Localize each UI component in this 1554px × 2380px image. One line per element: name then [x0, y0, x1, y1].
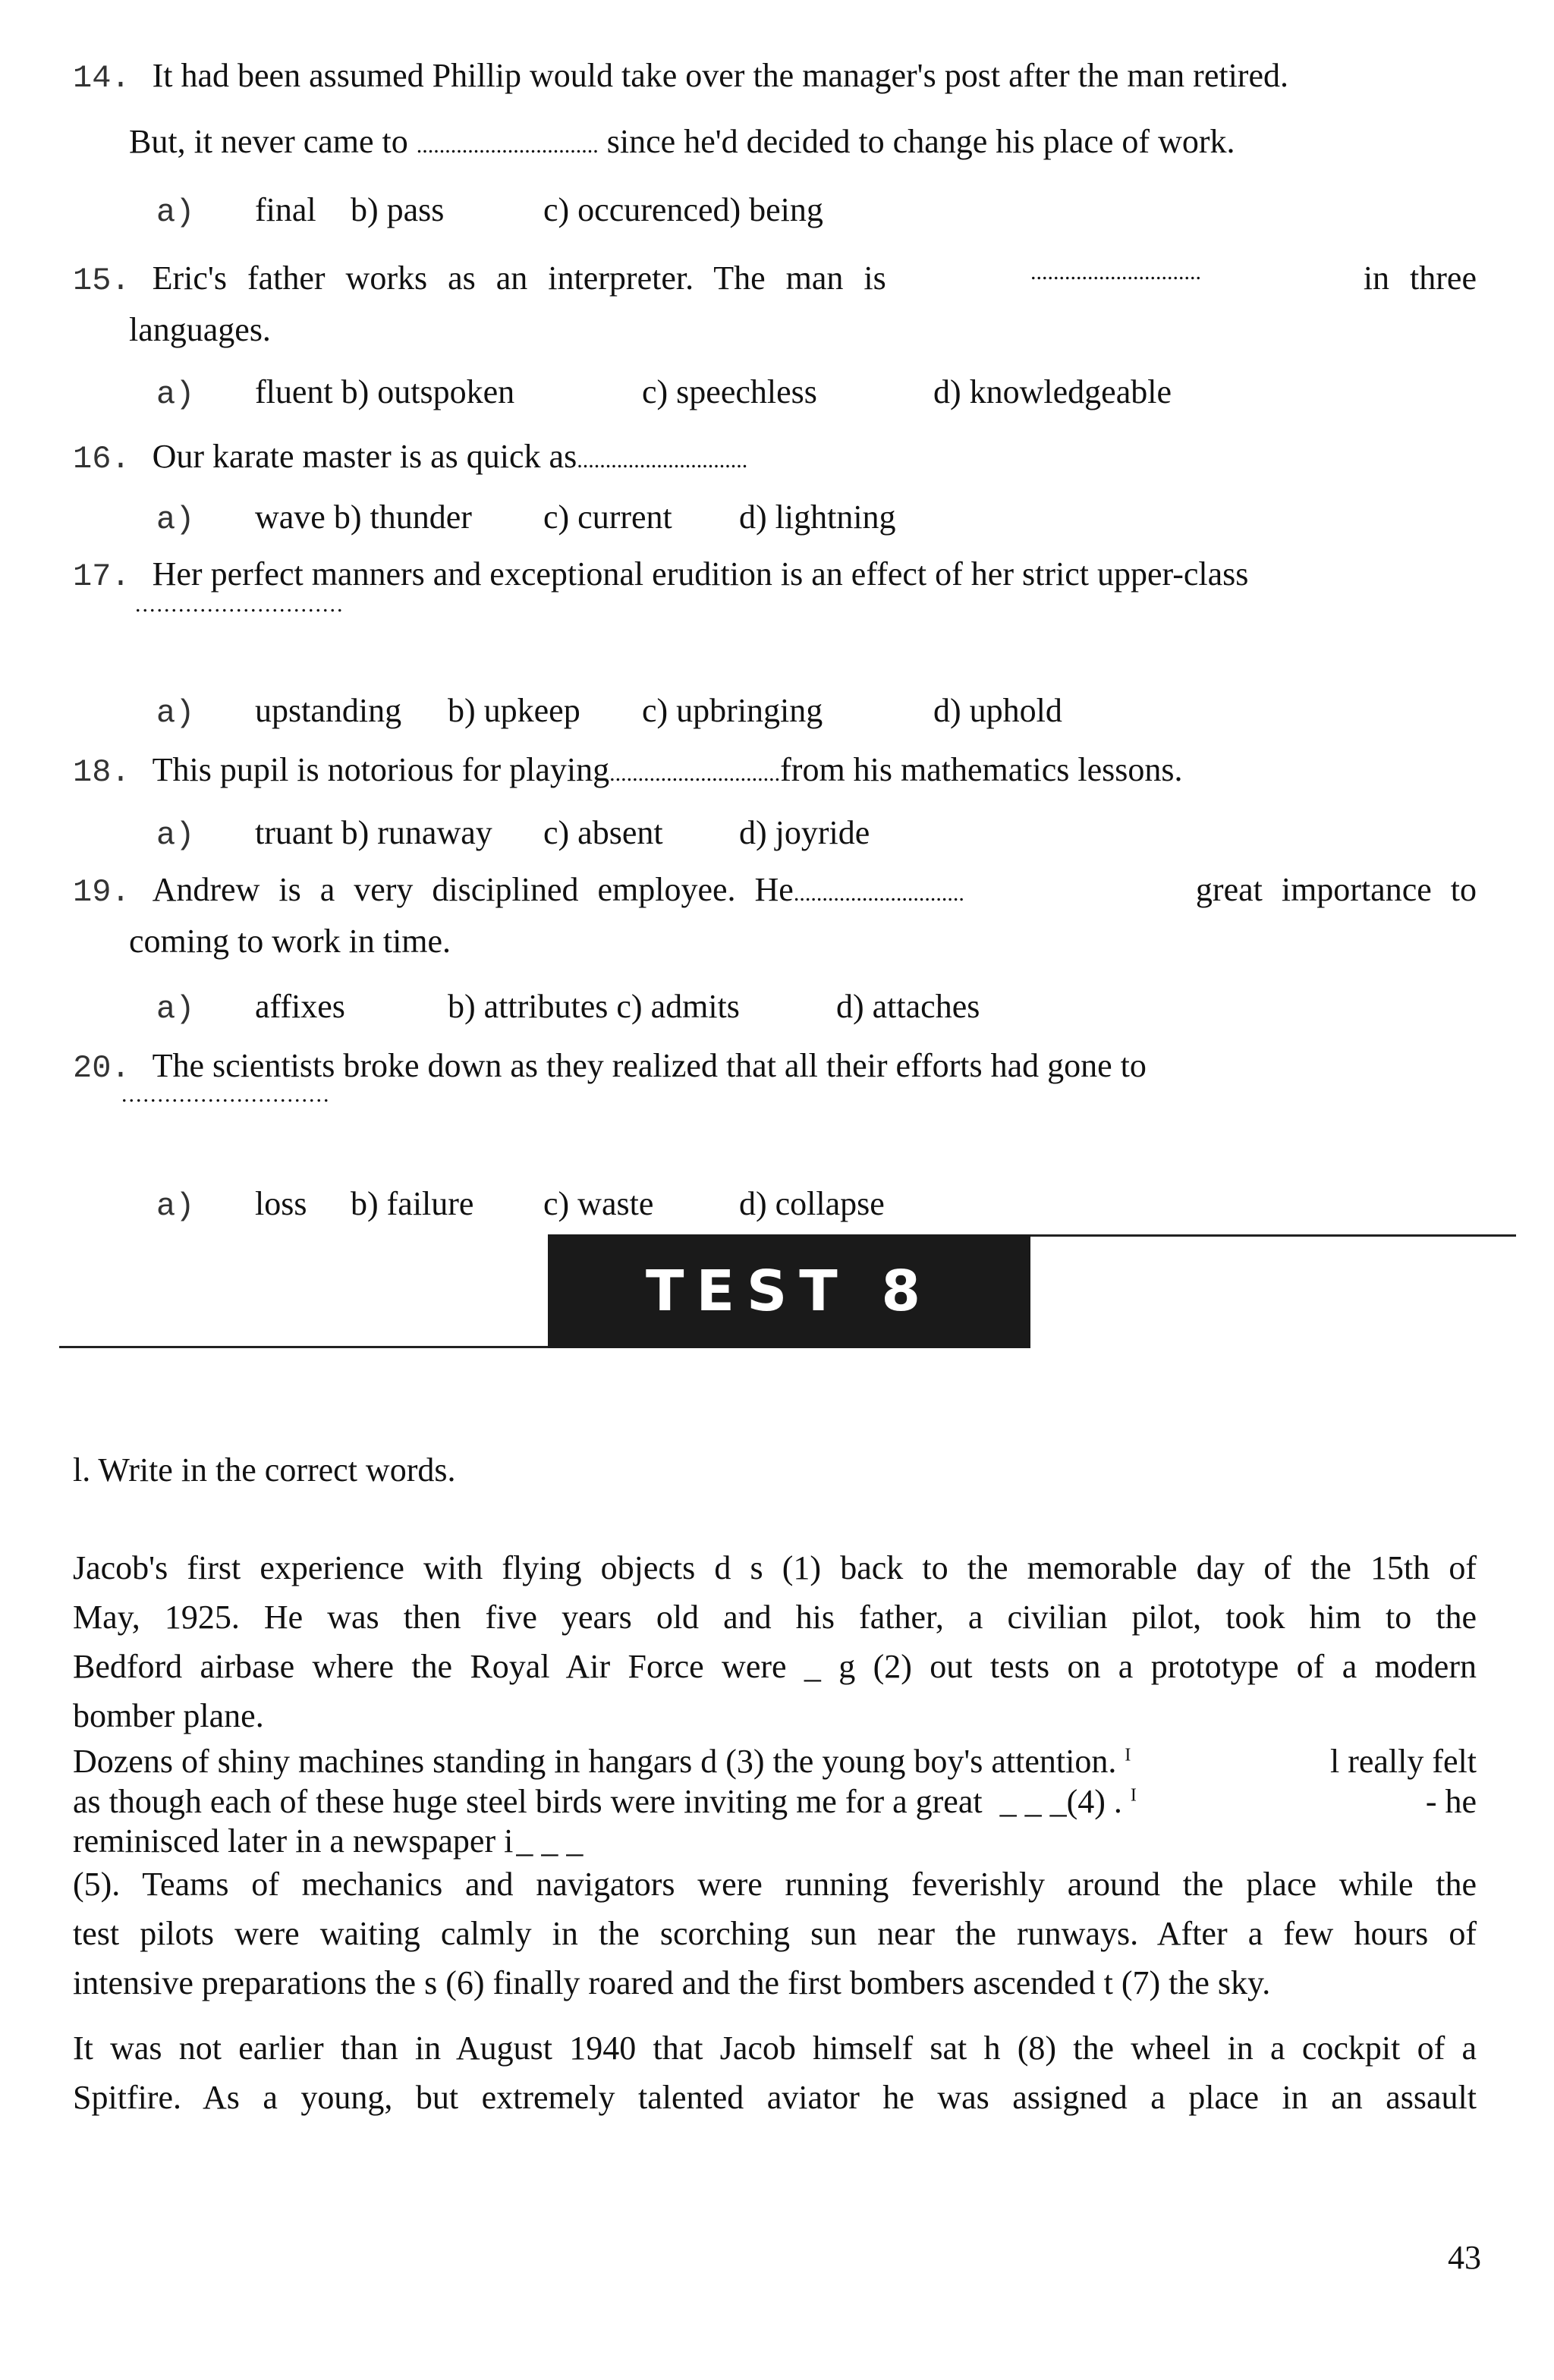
option: upstanding: [255, 692, 402, 729]
option: c) absent: [543, 814, 663, 851]
question-text: Andrew is a very disciplined employee. He: [152, 871, 794, 908]
option: d) uphold: [933, 692, 1062, 729]
question-text: This pupil is notorious for playing: [152, 751, 610, 788]
option: b) failure: [351, 1185, 474, 1222]
question-text: languages.: [129, 311, 271, 348]
question-18: [73, 751, 1183, 791]
passage-line: Spitfire. As a young, but extremely talented aviator he was assigned a place in an assault: [73, 2079, 1477, 2116]
passage-text: as though each of these huge steel birds were inviting me for a great: [73, 1783, 983, 1820]
options-17: [156, 692, 1062, 731]
option: c) upbringing: [642, 692, 823, 729]
options-14: [156, 191, 823, 231]
question-14-line-2: [129, 123, 1235, 162]
question-text: Her perfect manners and exceptional erudition is an effect of her strict upper-class: [152, 555, 1249, 593]
option: b) upkeep: [448, 692, 580, 729]
option: d) collapse: [739, 1185, 885, 1222]
answer-gap: ..............................: [609, 761, 781, 786]
answer-gap: ................................: [416, 133, 599, 158]
question-number: 14.: [73, 60, 131, 96]
answer-gap: _ _ _: [999, 1783, 1067, 1820]
option: b) attributes c) admits: [448, 988, 740, 1025]
passage-text: Dozens of shiny machines standing in hangars d (3) the young boy's attention.: [73, 1743, 1117, 1780]
passage-text: reminisced later in a newspaper i: [73, 1822, 514, 1860]
question-text: from his mathematics lessons.: [780, 751, 1183, 788]
question-19-line-2: [129, 923, 451, 961]
question-19: [73, 871, 1477, 910]
answer-gap: ..............................: [1030, 259, 1201, 285]
option: d) joyride: [739, 814, 870, 851]
page-number: 43: [1448, 2239, 1481, 2276]
options-19: [156, 988, 980, 1027]
answer-gap: .............................: [121, 1082, 331, 1107]
passage-line: intensive preparations the s (6) finally roared and the first bombers ascended t (7) the sky.: [73, 1964, 1271, 2001]
passage-text: (4) .: [1066, 1783, 1122, 1820]
banner-rule-left: [59, 1346, 548, 1348]
option-label: a): [156, 376, 195, 413]
quote-mark: I: [1125, 1745, 1131, 1765]
passage-line: (5). Teams of mechanics and navigators were running feverishly around the place while the: [73, 1866, 1477, 1903]
option: d) lightning: [739, 498, 896, 536]
option: truant b) runaway: [255, 814, 492, 851]
passage-line: test pilots were waiting calmly in the scorching sun near the runways. After a few hours of: [73, 1915, 1477, 1952]
question-text: Our karate master is as quick as: [152, 438, 577, 475]
question-17: [73, 555, 1248, 595]
passage-line: Bedford airbase where the Royal Air Force were _ g (2) out tests on a prototype of a modern: [73, 1648, 1477, 1685]
passage-line: It was not earlier than in August 1940 that Jacob himself sat h (8) the wheel in a cockpit of a: [73, 2029, 1477, 2067]
option-label: a): [156, 194, 195, 231]
test-title-banner: TEST 8: [548, 1234, 1030, 1348]
option: d) knowledgeable: [933, 373, 1172, 410]
option: c) speechless: [642, 373, 817, 410]
option: final: [255, 191, 316, 228]
option: c) current: [543, 498, 672, 536]
exercise-heading: l. Write in the correct words.: [73, 1451, 456, 1489]
question-number: 18.: [73, 754, 131, 791]
option: affixes: [255, 988, 345, 1025]
question-text: great importance to: [1195, 871, 1477, 908]
answer-gap: ..............................: [793, 881, 964, 906]
question-text: It had been assumed Phillip would take over the manager's post after the man retired.: [152, 57, 1288, 94]
option-label: a): [156, 991, 195, 1027]
option-label: a): [156, 501, 195, 538]
question-number: 17.: [73, 558, 131, 595]
question-text: But, it never came to: [129, 123, 408, 160]
passage-line: [73, 1822, 583, 1861]
question-number: 16.: [73, 441, 131, 477]
option: c) waste: [543, 1185, 654, 1222]
options-18: [156, 814, 870, 854]
question-text: coming to work in time.: [129, 923, 451, 960]
passage-line: Jacob's first experience with flying objects d s (1) back to the memorable day of the 15th of: [73, 1549, 1477, 1586]
question-text: The scientists broke down as they realized that all their efforts had gone to: [152, 1047, 1147, 1084]
passage-line: [73, 1743, 1477, 1781]
question-15-line-2: [129, 311, 271, 350]
banner-rule-right: [1030, 1234, 1516, 1237]
option: fluent b) outspoken: [255, 373, 515, 410]
passage-line: May, 1925. He was then five years old and his father, a civilian pilot, took him to the: [73, 1599, 1477, 1636]
question-20: [73, 1047, 1147, 1086]
question-number: 15.: [73, 263, 131, 299]
answer-gap: ..............................: [577, 448, 748, 473]
option: loss: [255, 1185, 307, 1222]
option: d) attaches: [836, 988, 980, 1025]
options-16: [156, 498, 896, 538]
question-15: [73, 259, 1477, 299]
options-20: [156, 1185, 885, 1225]
answer-gap: .............................: [135, 592, 344, 617]
options-15: [156, 373, 1172, 413]
question-number: 19.: [73, 874, 131, 910]
passage-text: l really felt: [1329, 1743, 1477, 1780]
option: b) pass: [351, 191, 445, 228]
question-14: [73, 57, 1288, 96]
quote-mark: I: [1130, 1785, 1137, 1806]
answer-gap: _ _ _: [516, 1822, 584, 1860]
option: wave b) thunder: [255, 498, 472, 536]
question-number: 20.: [73, 1050, 131, 1086]
question-text: Eric's father works as an interpreter. The man is: [152, 259, 886, 297]
passage-line: bomber plane.: [73, 1697, 264, 1734]
option-label: a): [156, 1188, 195, 1225]
question-text: since he'd decided to change his place of work.: [606, 123, 1235, 160]
option-label: a): [156, 817, 195, 854]
passage-line: [73, 1783, 1477, 1822]
option: c) occurenced) being: [543, 191, 823, 228]
passage-text: - he: [1425, 1783, 1477, 1820]
question-text: in three: [1363, 259, 1477, 297]
option-label: a): [156, 695, 195, 731]
question-16: [73, 438, 747, 477]
